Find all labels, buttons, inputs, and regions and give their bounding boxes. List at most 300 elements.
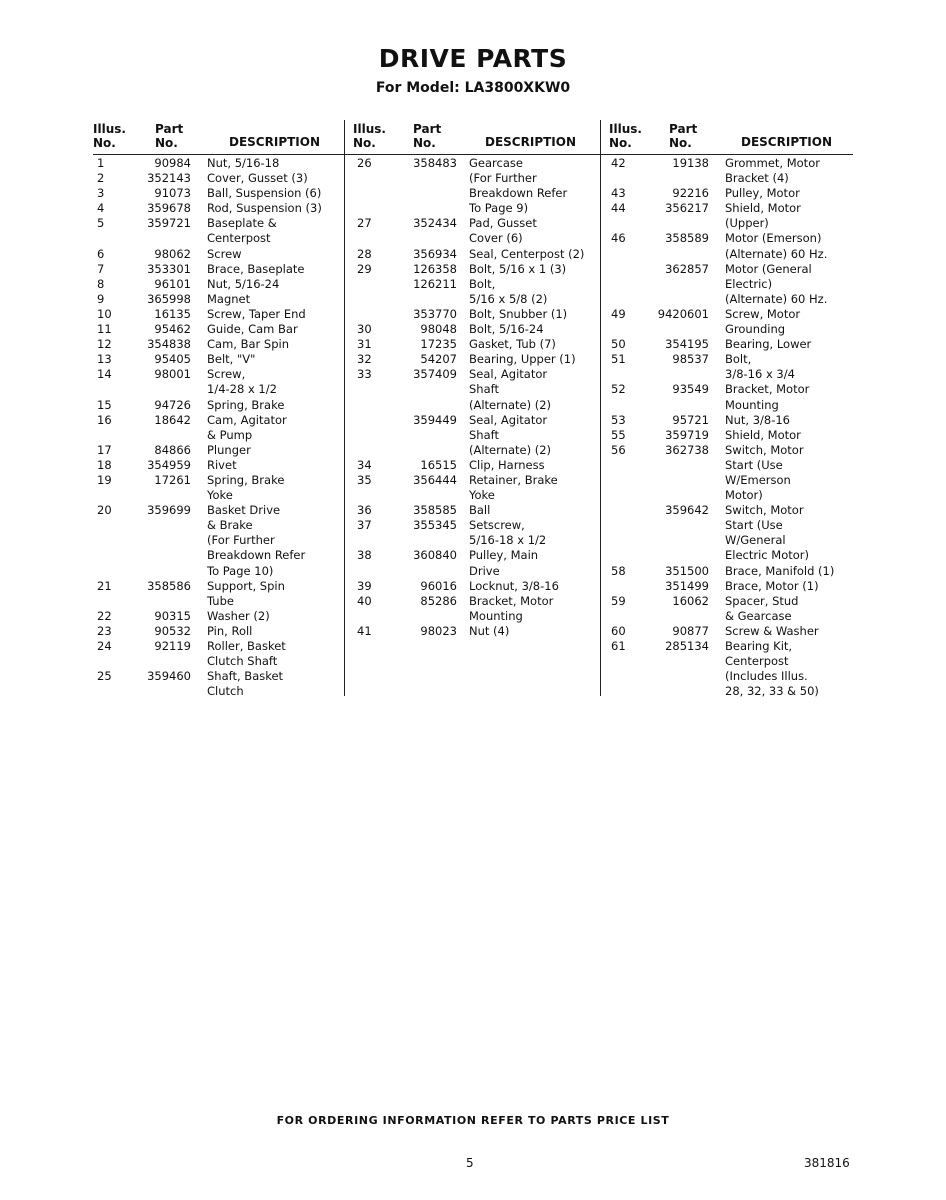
part-no-cell: 95462 [154,322,191,337]
table-row [93,322,345,337]
part-no-cell: 91073 [154,186,191,201]
table-row [93,337,345,352]
table-row [93,488,345,503]
description-cell: Magnet [207,291,251,306]
description-cell: Clutch Shaft [207,654,278,669]
description-cell: Breakdown Refer [469,186,568,201]
description-cell: Clutch [207,684,244,699]
description-cell: 1/4-28 x 1/2 [207,382,277,397]
description-cell: Pulley, Motor [725,186,800,201]
part-no-cell: 98048 [420,322,457,337]
part-no-cell: 96016 [420,578,457,593]
table-row [93,533,345,548]
illus-no-cell: 35 [357,472,372,487]
description-cell: Gasket, Tub (7) [469,337,556,352]
illus-no-cell: 22 [97,608,112,623]
description-cell: Mounting [725,397,779,412]
table-row [93,564,345,579]
illus-no-cell: 17 [97,442,112,457]
description-cell: Grounding [725,322,786,337]
table-row [345,171,601,186]
description-cell: Breakdown Refer [207,548,306,563]
illus-no-cell: 58 [611,563,626,578]
description-cell: (Alternate) 60 Hz. [725,291,828,306]
description-cell: (Alternate) (2) [469,442,552,457]
description-cell: Shaft [469,382,499,397]
illus-no-cell: 8 [97,276,105,291]
parts-rows [93,156,345,699]
description-cell: Screw & Washer [725,623,819,638]
table-row [345,201,601,216]
description-cell: Seal, Agitator [469,412,548,427]
part-no-cell: 355345 [413,518,457,533]
description-cell: Locknut, 3/8-16 [469,578,559,593]
column-header [345,120,601,155]
description-cell: Yoke [469,488,495,503]
illus-no-cell: 1 [97,156,105,170]
illus-no-cell: 49 [611,306,626,321]
table-row [93,428,345,443]
table-row [345,156,601,171]
part-no-cell: 359678 [147,201,191,216]
table-row [601,337,853,352]
part-no-cell: 90315 [154,608,191,623]
table-row [93,216,345,231]
table-row [93,654,345,669]
description-cell: Baseplate & [207,216,277,231]
part-no-cell: 354195 [665,337,709,352]
description-cell: Motor (Emerson) [725,231,822,246]
description-cell: Clip, Harness [469,457,545,472]
part-no-cell: 359721 [147,216,191,231]
illus-no-cell: 10 [97,306,112,321]
description-cell: Nut, 5/16-24 [207,276,280,291]
table-row [93,548,345,563]
part-no-cell: 95405 [154,352,191,367]
part-no-cell: 351500 [665,563,709,578]
description-cell: Setscrew, [469,518,525,533]
part-no-cell: 356217 [665,201,709,216]
table-row [93,201,345,216]
table-row [601,171,853,186]
description-cell: Support, Spin [207,578,285,593]
description-cell: Ball, Suspension (6) [207,186,322,201]
illus-no-cell: 43 [611,186,626,201]
description-header: DESCRIPTION [485,135,577,149]
part-no-cell: 98537 [672,352,709,367]
description-cell: & Pump [207,427,253,442]
description-cell: Drive [469,563,500,578]
description-cell: Switch, Motor [725,442,804,457]
table-row [601,458,853,473]
part-no-cell: 92119 [154,639,191,653]
part-no-header: Part No. [669,122,698,150]
illus-no-cell: 20 [97,503,112,518]
description-cell: Guide, Cam Bar [207,322,298,337]
illus-no-cell: 60 [611,623,626,638]
part-no-cell: 19138 [672,156,709,170]
table-row [601,156,853,171]
illus-no-cell: 25 [97,669,112,684]
description-cell: Yoke [207,488,233,503]
model-subtitle: For Model: LA3800XKW0 [375,80,571,96]
description-cell: Centerpost [207,231,271,246]
table-row [93,398,345,413]
table-row [345,609,601,624]
description-cell: Cover, Gusset (3) [207,171,308,186]
part-no-cell: 356934 [413,246,457,261]
table-row [601,277,853,292]
description-cell: Gearcase [469,156,523,170]
table-row [601,428,853,443]
illus-no-cell: 37 [357,518,372,533]
description-cell: Shield, Motor [725,201,801,216]
illus-no-cell: 30 [357,322,372,337]
illus-no-cell: 14 [97,367,112,382]
description-cell: Grommet, Motor [725,156,820,170]
illus-no-cell: 12 [97,337,112,352]
description-cell: (For Further [469,171,537,186]
table-row [345,247,601,262]
table-row [93,443,345,458]
part-no-cell: 352434 [413,216,457,231]
table-row [93,171,345,186]
table-row [601,307,853,322]
description-cell: Bolt, 5/16 x 1 (3) [469,261,567,276]
illus-no-header: Illus. No. [609,122,642,150]
description-cell: Bracket, Motor [725,382,810,397]
description-header: DESCRIPTION [741,135,833,149]
description-cell: (Upper) [725,216,769,231]
table-row [345,262,601,277]
table-row [601,186,853,201]
description-cell: Bearing Kit, [725,639,793,653]
table-row [601,488,853,503]
part-no-cell: 357409 [413,367,457,382]
table-row [345,231,601,246]
table-row [601,579,853,594]
description-cell: & Gearcase [725,608,792,623]
description-cell: Start (Use [725,518,783,533]
description-cell: Electric) [725,276,773,291]
description-cell: (Includes Illus. [725,669,808,684]
column-header [601,120,853,155]
table-row [601,216,853,231]
description-cell: Nut (4) [469,623,510,638]
table-row [601,654,853,669]
illus-no-cell: 3 [97,186,105,201]
illus-no-cell: 21 [97,578,112,593]
description-cell: 5/16-18 x 1/2 [469,533,547,548]
part-no-cell: 362738 [665,442,709,457]
table-row [345,594,601,609]
illus-no-cell: 51 [611,352,626,367]
illus-no-cell: 40 [357,593,372,608]
description-cell: 3/8-16 x 3/4 [725,367,795,382]
part-no-cell: 84866 [154,442,191,457]
description-cell: Roller, Basket [207,639,286,653]
illus-no-cell: 19 [97,472,112,487]
description-cell: (Alternate) 60 Hz. [725,246,828,261]
description-cell: Spring, Brake [207,397,285,412]
description-cell: Screw, [207,367,246,382]
document-number: 381816 [804,1156,850,1170]
table-row [345,216,601,231]
description-header: DESCRIPTION [229,135,321,149]
table-row [601,398,853,413]
table-row [601,473,853,488]
table-row [601,669,853,684]
table-row [345,352,601,367]
description-cell: Seal, Agitator [469,367,548,382]
parts-column-3 [600,120,853,699]
part-no-cell: 54207 [420,352,457,367]
table-row [345,443,601,458]
part-no-cell: 359460 [147,669,191,684]
description-cell: Bolt, Snubber (1) [469,306,568,321]
table-row [345,382,601,397]
part-no-cell: 92216 [672,186,709,201]
table-row [345,322,601,337]
table-row [345,503,601,518]
table-row [345,488,601,503]
part-no-cell: 98023 [420,623,457,638]
illus-no-cell: 53 [611,412,626,427]
table-row [601,201,853,216]
part-no-cell: 359642 [665,503,709,518]
description-cell: Spring, Brake [207,472,285,487]
part-no-cell: 351499 [665,578,709,593]
description-cell: Bracket (4) [725,171,789,186]
table-row [601,352,853,367]
table-row [345,292,601,307]
illus-no-cell: 55 [611,427,626,442]
part-no-cell: 362857 [665,261,709,276]
illus-no-cell: 6 [97,246,105,261]
table-row [345,533,601,548]
illus-no-cell: 26 [357,156,372,170]
table-row [601,503,853,518]
illus-no-cell: 52 [611,382,626,397]
part-no-cell: 352143 [147,171,191,186]
table-row [345,413,601,428]
part-no-cell: 126211 [413,276,457,291]
part-no-cell: 16515 [420,457,457,472]
description-cell: To Page 10) [207,563,274,578]
table-row [93,231,345,246]
part-no-cell: 93549 [672,382,709,397]
table-row [601,518,853,533]
illus-no-header: Illus. No. [353,122,386,150]
table-row [601,548,853,563]
page-number: 5 [466,1156,474,1170]
part-no-cell: 96101 [154,276,191,291]
illus-no-cell: 29 [357,261,372,276]
illus-no-cell: 44 [611,201,626,216]
illus-no-cell: 61 [611,639,626,653]
illus-no-cell: 39 [357,578,372,593]
table-row [93,156,345,171]
description-cell: Cam, Bar Spin [207,337,289,352]
description-cell: Electric Motor) [725,548,809,563]
table-row [93,307,345,322]
description-cell: Bolt, 5/16-24 [469,322,544,337]
table-row [345,624,601,639]
description-cell: Screw, Motor [725,306,801,321]
table-row [345,564,601,579]
table-row [93,292,345,307]
table-row [601,684,853,699]
part-no-cell: 126358 [413,261,457,276]
parts-column-2 [344,120,601,696]
table-row [93,458,345,473]
illus-no-cell: 13 [97,352,112,367]
part-no-cell: 358585 [413,503,457,518]
ordering-note: FOR ORDERING INFORMATION REFER TO PARTS PRICE LIST [276,1114,670,1127]
table-row [93,684,345,699]
illus-no-cell: 42 [611,156,626,170]
description-cell: To Page 9) [469,201,529,216]
table-row [601,413,853,428]
part-no-cell: 90984 [154,156,191,170]
table-row [93,262,345,277]
part-no-cell: 98062 [154,246,191,261]
description-cell: Pin, Roll [207,623,253,638]
illus-no-cell: 5 [97,216,105,231]
description-cell: Belt, "V" [207,352,256,367]
part-no-cell: 359719 [665,427,709,442]
column-header [93,120,345,155]
part-no-cell: 353301 [147,261,191,276]
table-row [601,262,853,277]
illus-no-cell: 2 [97,171,105,186]
table-row [345,398,601,413]
parts-rows [601,156,853,699]
table-row [93,624,345,639]
description-cell: Bolt, [469,276,496,291]
part-no-cell: 285134 [665,639,709,653]
illus-no-cell: 33 [357,367,372,382]
table-row [601,639,853,654]
part-no-cell: 358589 [665,231,709,246]
table-row [601,533,853,548]
table-row [93,413,345,428]
description-cell: 28, 32, 33 & 50) [725,684,819,699]
page-title: DRIVE PARTS [378,44,568,73]
table-row [345,458,601,473]
part-no-header: Part No. [413,122,442,150]
table-row [345,428,601,443]
description-cell: Rod, Suspension (3) [207,201,322,216]
table-row [93,579,345,594]
part-no-cell: 358586 [147,578,191,593]
description-cell: Brace, Baseplate [207,261,305,276]
table-row [601,322,853,337]
table-row [93,367,345,382]
parts-rows [345,156,601,639]
part-no-cell: 95721 [672,412,709,427]
table-row [93,473,345,488]
table-row [93,594,345,609]
illus-no-cell: 28 [357,246,372,261]
table-row [93,669,345,684]
description-cell: & Brake [207,518,253,533]
table-row [345,186,601,201]
part-no-cell: 358483 [413,156,457,170]
description-cell: Rivet [207,457,237,472]
part-no-cell: 94726 [154,397,191,412]
description-cell: Plunger [207,442,251,457]
illus-no-cell: 46 [611,231,626,246]
illus-no-cell: 11 [97,322,112,337]
description-cell: Motor (General [725,261,812,276]
illus-no-cell: 59 [611,593,626,608]
table-row [93,186,345,201]
part-no-cell: 17261 [154,472,191,487]
part-no-cell: 354959 [147,457,191,472]
table-row [601,624,853,639]
description-cell: Retainer, Brake [469,472,558,487]
description-cell: Nut, 3/8-16 [725,412,791,427]
description-cell: Pulley, Main [469,548,539,563]
description-cell: Cam, Agitator [207,412,287,427]
table-row [93,609,345,624]
table-row [345,548,601,563]
part-no-cell: 18642 [154,412,191,427]
description-cell: Ball [469,503,491,518]
table-row [345,277,601,292]
part-no-cell: 353770 [413,306,457,321]
description-cell: Shaft [469,427,499,442]
description-cell: Bearing, Upper (1) [469,352,576,367]
description-cell: Nut, 5/16-18 [207,156,280,170]
description-cell: Seal, Centerpost (2) [469,246,585,261]
description-cell: Washer (2) [207,608,270,623]
description-cell: Pad, Gusset [469,216,537,231]
parts-column-1 [93,120,345,699]
table-row [601,564,853,579]
part-no-cell: 360840 [413,548,457,563]
table-row [93,503,345,518]
description-cell: Switch, Motor [725,503,804,518]
table-row [93,247,345,262]
table-row [345,579,601,594]
part-no-cell: 359449 [413,412,457,427]
part-no-cell: 90532 [154,623,191,638]
illus-no-cell: 7 [97,261,105,276]
illus-no-cell: 50 [611,337,626,352]
table-row [93,352,345,367]
part-no-cell: 17235 [420,337,457,352]
description-cell: 5/16 x 5/8 (2) [469,291,548,306]
illus-no-cell: 56 [611,442,626,457]
illus-no-cell: 31 [357,337,372,352]
description-cell: (Alternate) (2) [469,397,552,412]
illus-no-header: Illus. No. [93,122,126,150]
table-row [345,307,601,322]
description-cell: Brace, Motor (1) [725,578,819,593]
table-row [345,367,601,382]
table-row [601,382,853,397]
description-cell: Start (Use [725,457,783,472]
part-no-header: Part No. [155,122,184,150]
part-no-cell: 16135 [154,306,191,321]
description-cell: W/General [725,533,786,548]
illus-no-cell: 15 [97,397,112,412]
table-row [601,247,853,262]
description-cell: Spacer, Stud [725,593,799,608]
table-row [601,594,853,609]
